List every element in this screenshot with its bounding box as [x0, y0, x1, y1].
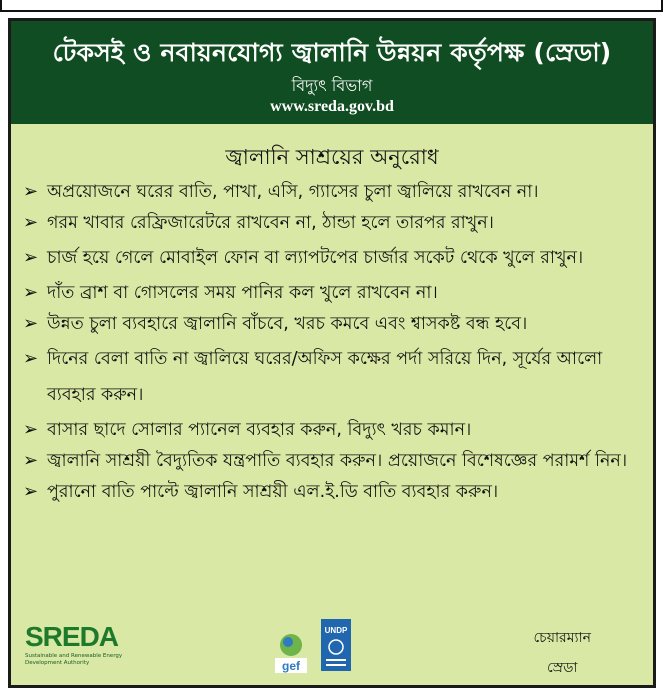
- arrow-right-icon: ➢: [23, 282, 39, 303]
- signature-title: চেয়ারম্যান: [533, 630, 591, 646]
- notice-footer: [11, 617, 653, 685]
- arrow-right-icon: ➢: [23, 481, 39, 502]
- arrow-right-icon: ➢: [23, 181, 39, 202]
- undp-logo-text: UNDP: [324, 626, 348, 635]
- list-item: [23, 279, 651, 307]
- list-item-text: দিনের বেলা বাতি না জ্বালিয়ে ঘরের/অফিস কক্ষের পর্দা সরিয়ে দিন, সূর্যের আলো ব্যবহার করুন।: [47, 349, 603, 405]
- list-item-text: দাঁত ব্রাশ বা গোসলের সময় পানির কল খুলে রাখবেন না।: [47, 283, 438, 303]
- sreda-logo-word: SREDA: [25, 621, 119, 652]
- list-item-text: চার্জ হয়ে গেলে মোবাইল ফোন বা ল্যাপটপের চার্জার সকেট থেকে খুলে রাখুন।: [47, 248, 584, 268]
- undp-logo: [317, 619, 355, 675]
- list-item-text: বাসার ছাদে সোলার প্যানেল ব্যবহার করুন, বিদ্যুৎ খরচ কমান।: [47, 420, 472, 440]
- sreda-logo: [25, 621, 133, 673]
- gef-logo-text: gef: [282, 659, 300, 673]
- arrow-right-icon: ➢: [23, 247, 39, 268]
- list-item: [23, 478, 651, 506]
- list-item: [23, 416, 651, 444]
- organization-title: টেকসই ও নবায়নযোগ্য জ্বালানি উন্নয়ন কর্তৃপক্ষ (স্রেডা): [52, 38, 612, 67]
- list-item: [23, 310, 651, 338]
- notice-heading: জ্বালানি সাশ্রয়ের অনুরোধ: [225, 145, 439, 169]
- website-url: www.sreda.gov.bd: [270, 98, 394, 115]
- notice-panel: [8, 18, 656, 688]
- arrow-right-icon: ➢: [23, 419, 39, 440]
- gef-logo: [271, 631, 311, 675]
- list-item: [23, 341, 651, 413]
- advice-list: [23, 178, 651, 506]
- arrow-right-icon: ➢: [23, 348, 39, 369]
- list-item-text: অপ্রয়োজনে ঘরের বাতি, পাখা, এসি, গ্যাসের চুলা জ্বালিয়ে রাখবেন না।: [47, 182, 539, 202]
- arrow-right-icon: ➢: [23, 450, 39, 471]
- arrow-right-icon: ➢: [23, 212, 39, 233]
- signature-block: [534, 623, 592, 683]
- list-item: [23, 209, 651, 237]
- list-item-text: পুরানো বাতি পাল্টে জ্বালানি সাশ্রয়ী এল.ই.ডি বাতি ব্যবহার করুন।: [47, 482, 499, 502]
- notice-header: [11, 21, 653, 124]
- list-item: [23, 240, 651, 276]
- list-item: [23, 447, 651, 475]
- list-item-text: গরম খাবার রেফ্রিজারেটরে রাখবেন না, ঠান্ডা হলে তারপর রাখুন।: [47, 213, 494, 233]
- sreda-logo-tagline: Sustainable and Renewable Energy Development Authority: [25, 653, 123, 666]
- list-item-text: জ্বালানি সাশ্রয়ী বৈদ্যুতিক যন্ত্রপাতি ব্যবহার করুন। প্রয়োজনে বিশেষজ্ঞের পরামর্শ নিন।: [47, 451, 628, 471]
- signature-org: স্রেডা: [547, 660, 578, 676]
- list-item-text: উন্নত চুলা ব্যবহারে জ্বালানি বাঁচবে, খরচ কমবে এবং শ্বাসকষ্ট বন্ধ হবে।: [47, 314, 528, 334]
- division-name: বিদ্যুৎ বিভাগ: [291, 76, 373, 95]
- arrow-right-icon: ➢: [23, 313, 39, 334]
- list-item: [23, 178, 651, 206]
- top-border-strip: [0, 0, 663, 14]
